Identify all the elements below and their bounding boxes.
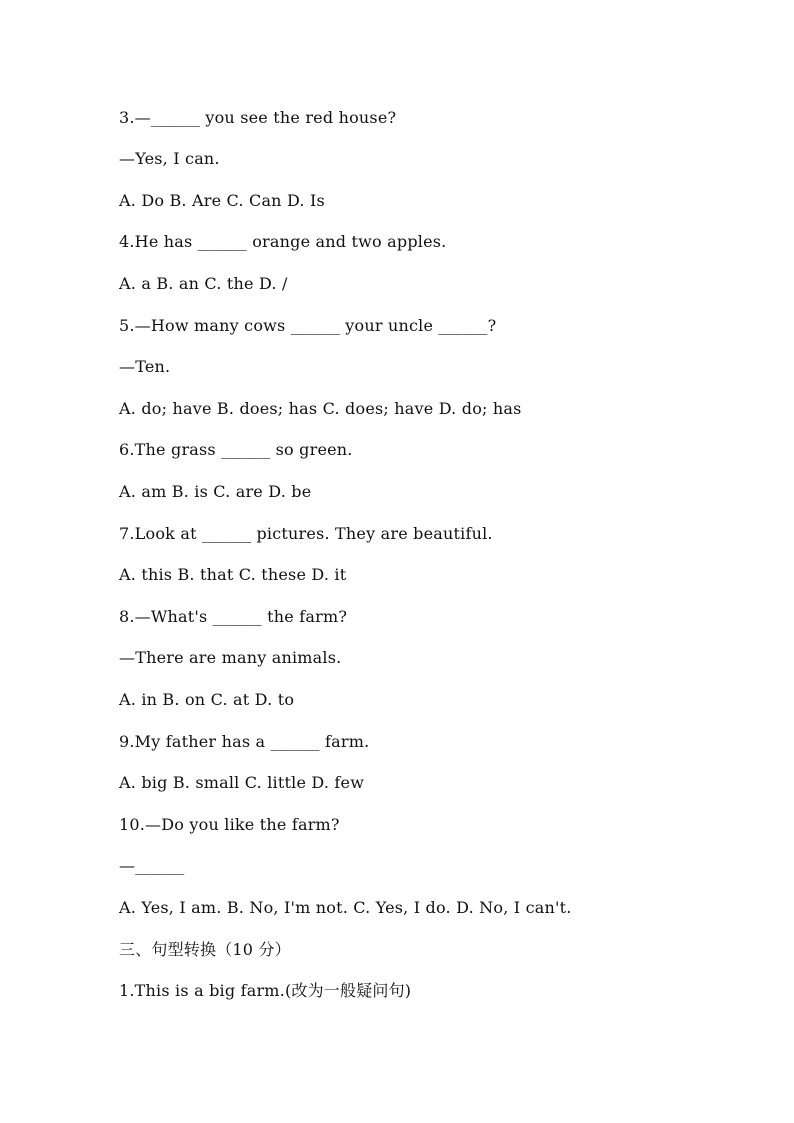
question-6-options: A. am B. is C. are D. be <box>119 482 312 501</box>
question-7-options: A. this B. that C. these D. it <box>119 565 347 584</box>
question-3-response: —Yes, I can. <box>119 149 220 168</box>
question-3-options: A. Do B. Are C. Can D. Is <box>119 191 325 210</box>
question-6-stem: 6.The grass ______ so green. <box>119 440 353 459</box>
question-8-response: —There are many animals. <box>119 648 342 667</box>
question-4-stem: 4.He has ______ orange and two apples. <box>119 232 447 251</box>
question-10-options: A. Yes, I am. B. No, I'm not. C. Yes, I do. D. No, I can't. <box>119 898 572 917</box>
question-9-stem: 9.My father has a ______ farm. <box>119 732 370 751</box>
question-4-options: A. a B. an C. the D. / <box>119 274 288 293</box>
question-5-stem: 5.—How many cows ______ your uncle ______? <box>119 316 497 335</box>
section-3-heading: 三、句型转换（10 分） <box>119 940 291 959</box>
question-10-response: —______ <box>119 856 185 875</box>
document-page <box>119 0 759 1123</box>
section-3-question-1: 1.This is a big farm.(改为一般疑问句) <box>119 981 412 1000</box>
question-5-response: —Ten. <box>119 357 171 376</box>
question-3-stem: 3.—______ you see the red house? <box>119 108 397 127</box>
question-8-options: A. in B. on C. at D. to <box>119 690 295 709</box>
question-7-stem: 7.Look at ______ pictures. They are beautiful. <box>119 524 493 543</box>
question-5-options: A. do; have B. does; has C. does; have D. do; has <box>119 399 522 418</box>
question-9-options: A. big B. small C. little D. few <box>119 773 365 792</box>
question-8-stem: 8.—What's ______ the farm? <box>119 607 348 626</box>
question-10-stem: 10.—Do you like the farm? <box>119 815 340 834</box>
